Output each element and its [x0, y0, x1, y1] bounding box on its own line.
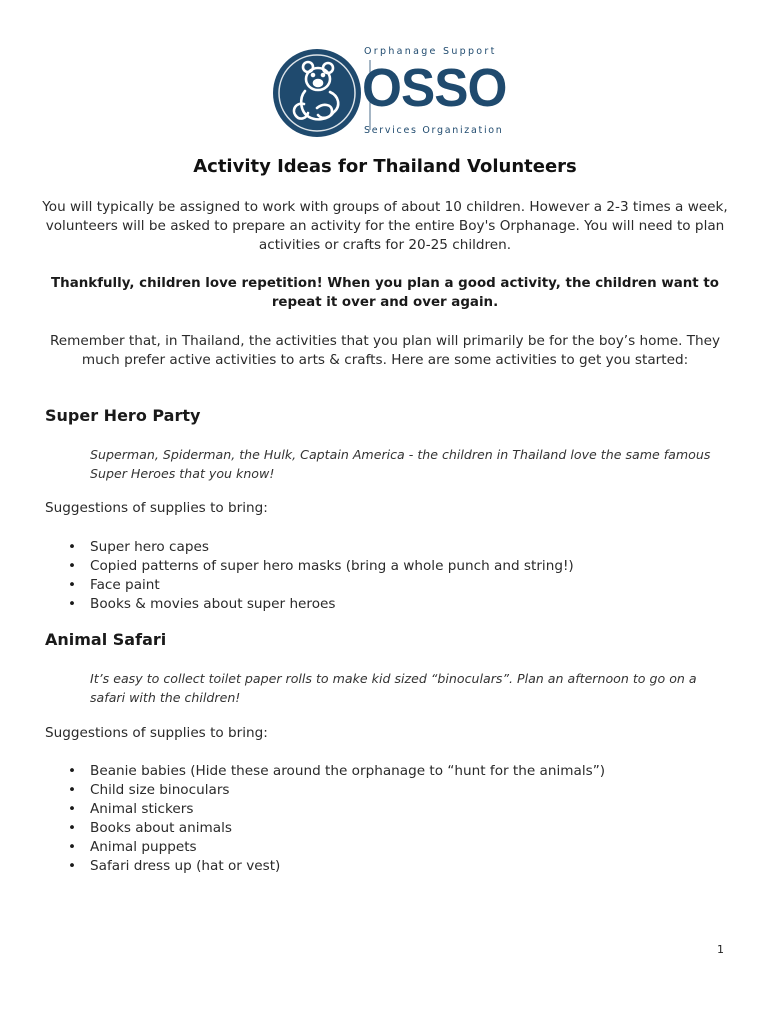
section-description-super-hero-party: Superman, Spiderman, the Hulk, Captain America - the children in Thailand love the same famous Super Heroes that you know!	[90, 447, 711, 481]
list-item: • Face paint	[90, 576, 574, 595]
list-item: • Books about animals	[90, 819, 605, 838]
page-title: Activity Ideas for Thailand Volunteers	[193, 156, 577, 177]
section-heading-animal-safari: Animal Safari	[45, 630, 167, 649]
list-item: • Books & movies about super heroes	[90, 595, 574, 614]
logo-main-text: OSSO	[362, 58, 507, 118]
list-item: • Safari dress up (hat or vest)	[90, 857, 605, 876]
section-description-animal-safari: It’s easy to collect toilet paper rolls to make kid sized “binoculars”. Plan an afternoon to go on a safari with the children!	[90, 671, 697, 705]
logo-bottom-text: Services Organization	[364, 125, 504, 136]
supplies-label: Suggestions of supplies to bring:	[45, 500, 268, 516]
list-item: • Super hero capes	[90, 538, 574, 557]
list-item: • Beanie babies (Hide these around the orphanage to “hunt for the animals”)	[90, 762, 605, 781]
list-item: • Copied patterns of super hero masks (bring a whole punch and string!)	[90, 557, 574, 576]
logo-top-text: Orphanage Support	[364, 46, 497, 57]
supplies-list-super-hero-party	[90, 538, 574, 614]
list-item: • Animal puppets	[90, 838, 605, 857]
supplies-label: Suggestions of supplies to bring:	[45, 725, 268, 741]
list-item: • Child size binoculars	[90, 781, 605, 800]
osso-logo	[272, 46, 507, 140]
supplies-list-animal-safari	[90, 762, 605, 876]
intro-paragraph: You will typically be assigned to work with groups of about 10 children. However a 2-3 times a week, volunteers will be asked to prepare an activity for the entire Boy's Orphanage. You will need to plan activities or crafts for 20-25 children.	[42, 199, 728, 253]
list-item: • Animal stickers	[90, 800, 605, 819]
repetition-note: Thankfully, children love repetition! When you plan a good activity, the children want to repeat it over and over again.	[51, 276, 719, 310]
remember-paragraph: Remember that, in Thailand, the activities that you plan will primarily be for the boy’s home. They much prefer active activities to arts & crafts. Here are some activities to get you started:	[49, 333, 721, 368]
section-heading-super-hero-party: Super Hero Party	[45, 406, 201, 425]
page-number: 1	[717, 943, 724, 956]
